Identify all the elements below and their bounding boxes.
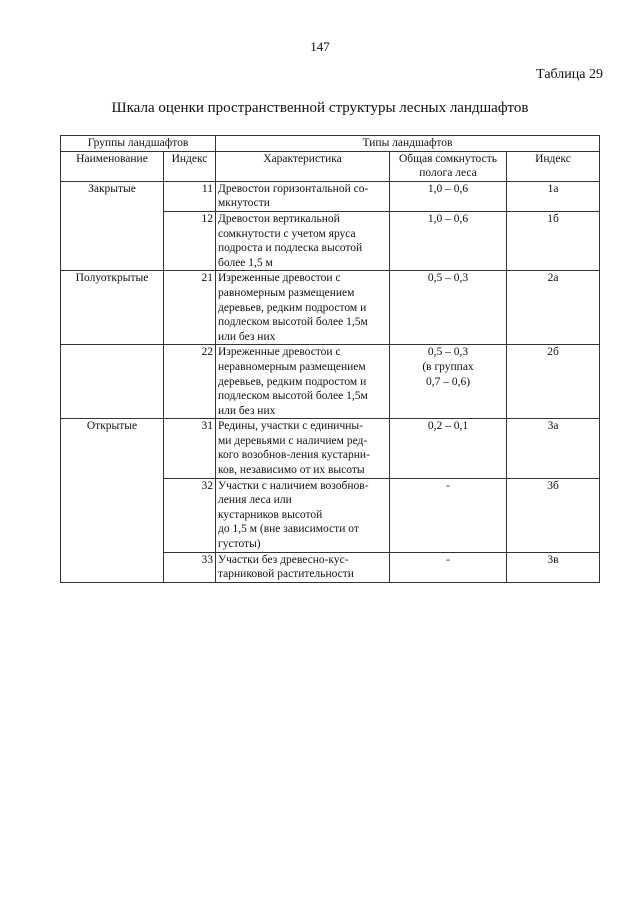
- type-index-cell: 2б: [507, 345, 600, 419]
- header-row-groups: [61, 136, 600, 152]
- closure-cell: -: [390, 552, 507, 582]
- header-name: Наименование: [61, 151, 164, 181]
- closure-cell: 1,0 – 0,6: [390, 211, 507, 270]
- header-row-columns: [61, 151, 600, 181]
- group-index-cell: 22: [164, 345, 216, 419]
- closure-cell: 0,5 – 0,3: [390, 271, 507, 345]
- closure-cell: 0,2 – 0,1: [390, 419, 507, 478]
- table-row: [61, 419, 600, 478]
- characteristic-cell: Изреженные древостои с неравномерным размещением деревьев, редким подростом и подлеском высотой более 1,5м или без них: [216, 345, 390, 419]
- group-index-cell: 12: [164, 211, 216, 270]
- closure-cell: 0,5 – 0,3 (в группах 0,7 – 0,6): [390, 345, 507, 419]
- document-title: Шкала оценки пространственной структуры лесных ландшафтов: [111, 100, 529, 116]
- header-landscape-types: Типы ландшафтов: [216, 136, 600, 152]
- characteristic-cell: Древостои вертикальной сомкнутости с учетом яруса подроста и подлеска высотой более 1,5 м: [216, 211, 390, 270]
- group-index-cell: 33: [164, 552, 216, 582]
- header-characteristic: Характеристика: [216, 151, 390, 181]
- type-index-cell: 1а: [507, 181, 600, 211]
- group-index-cell: 11: [164, 181, 216, 211]
- characteristic-cell: Древостои горизонтальной со- мкнутости: [216, 181, 390, 211]
- closure-cell: 1,0 – 0,6: [390, 181, 507, 211]
- table-row: [61, 181, 600, 211]
- characteristic-cell: Редины, участки с единичны- ми деревьями с наличием ред- кого возобнов-ления кустарни- ков, независимо от их высоты: [216, 419, 390, 478]
- table-row: [61, 345, 600, 419]
- group-index-cell: 31: [164, 419, 216, 478]
- header-type-index: Индекс: [507, 151, 600, 181]
- group-name-cell: [61, 345, 164, 419]
- group-name-cell: Полуоткрытые: [61, 271, 164, 345]
- type-index-cell: 3б: [507, 478, 600, 552]
- characteristic-cell: Изреженные древостои с равномерным размещением деревьев, редким подростом и подлеском высотой более 1,5м или без них: [216, 271, 390, 345]
- type-index-cell: 3а: [507, 419, 600, 478]
- type-index-cell: 1б: [507, 211, 600, 270]
- group-name-cell: Закрытые: [61, 181, 164, 271]
- landscape-structure-table: [60, 135, 600, 583]
- group-index-cell: 21: [164, 271, 216, 345]
- header-landscape-groups: Группы ландшафтов: [61, 136, 216, 152]
- header-group-index: Индекс: [164, 151, 216, 181]
- table-label: Таблица 29: [536, 67, 603, 82]
- group-name-cell: Открытые: [61, 419, 164, 583]
- closure-cell: -: [390, 478, 507, 552]
- page-number: 147: [310, 39, 330, 54]
- type-index-cell: 2а: [507, 271, 600, 345]
- table-body: [61, 181, 600, 582]
- characteristic-cell: Участки с наличием возобнов- ления леса или кустарников высотой до 1,5 м (вне зависимости от густоты): [216, 478, 390, 552]
- type-index-cell: 3в: [507, 552, 600, 582]
- table-row: [61, 271, 600, 345]
- characteristic-cell: Участки без древесно-кус- тарниковой растительности: [216, 552, 390, 582]
- group-index-cell: 32: [164, 478, 216, 552]
- header-closure: Общая сомкнутость полога леса: [390, 151, 507, 181]
